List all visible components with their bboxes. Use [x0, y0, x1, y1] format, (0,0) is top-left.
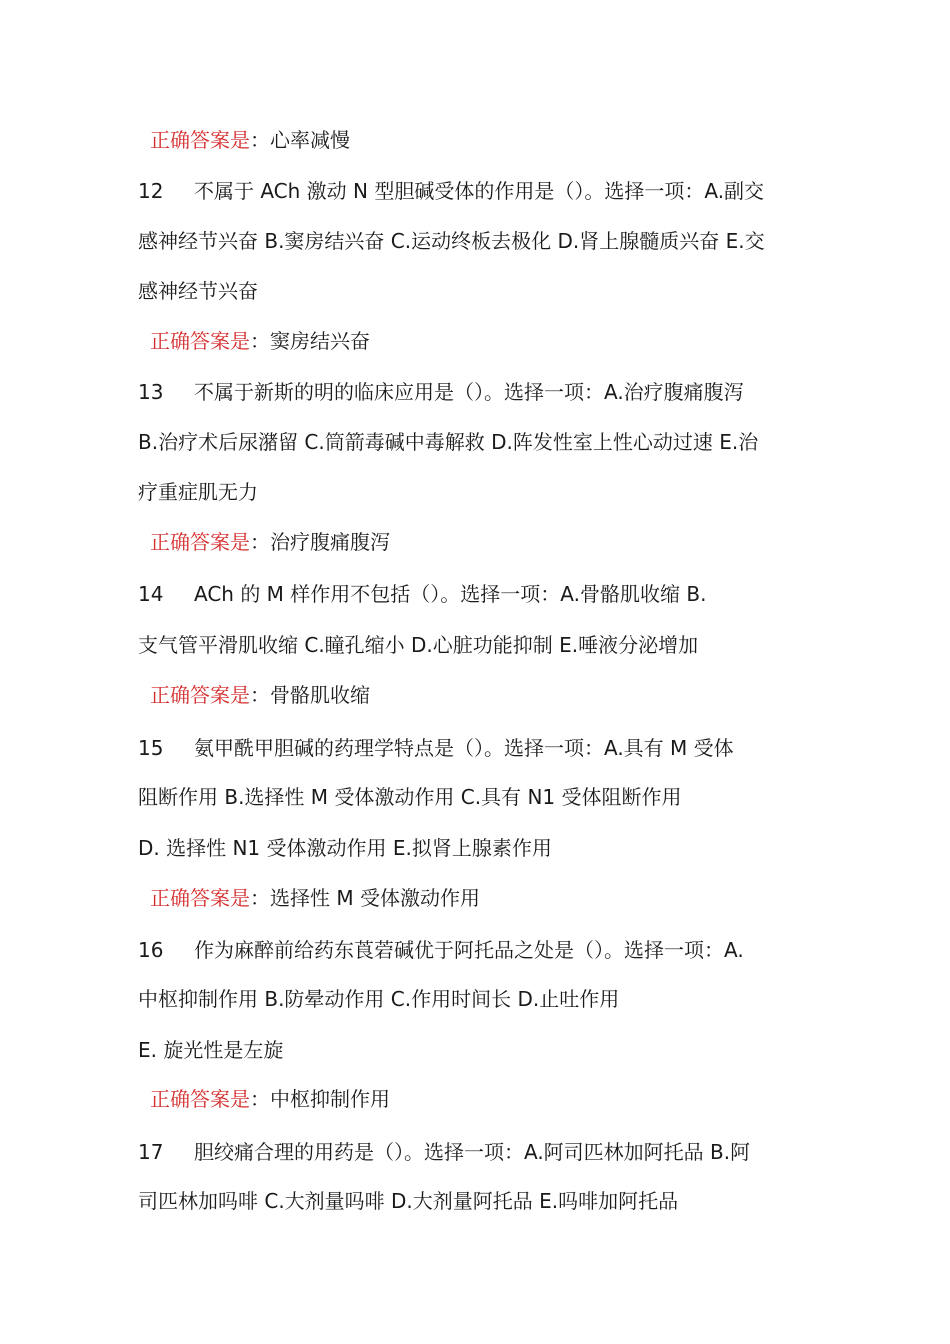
question-text: 疗重症肌无力: [138, 480, 258, 504]
question-text: 中枢抑制作用 B.防晕动作用 C.作用时间长 D.止吐作用: [138, 987, 620, 1011]
answer-colon: ：: [250, 886, 270, 910]
answer-label: 正确答案是: [150, 329, 250, 353]
answer-value: 治疗腹痛腹泻: [270, 530, 390, 554]
question-text: 胆绞痛合理的用药是（）。选择一项：A.阿司匹林加阿托品 B.阿: [194, 1140, 751, 1164]
answer-value: 中枢抑制作用: [270, 1087, 390, 1111]
answer-label: 正确答案是: [150, 128, 250, 152]
answer-label: 正确答案是: [150, 683, 250, 707]
answer-line: [150, 529, 390, 555]
question-text: 不属于新斯的明的临床应用是（）。选择一项：A.治疗腹痛腹泻: [194, 380, 744, 404]
question-number: 13: [138, 380, 164, 404]
answer-line: [150, 885, 480, 911]
answer-line: [150, 682, 370, 708]
question-text: ACh 的 M 样作用不包括（）。选择一项：A.骨骼肌收缩 B.: [194, 582, 707, 606]
answer-label: 正确答案是: [150, 886, 250, 910]
question-text: 司匹林加吗啡 C.大剂量吗啡 D.大剂量阿托品 E.吗啡加阿托品: [138, 1189, 679, 1213]
question-number: 16: [138, 938, 164, 962]
answer-line: [150, 1086, 390, 1112]
question-number: 17: [138, 1140, 164, 1164]
question-number: 12: [138, 179, 164, 203]
question-text: 氨甲酰甲胆碱的药理学特点是（）。选择一项：A.具有 M 受体: [194, 736, 734, 760]
question-text: 感神经节兴奋: [138, 279, 258, 303]
question-line: [138, 937, 744, 963]
question-line: [138, 1139, 750, 1165]
question-text: 不属于 ACh 激动 N 型胆碱受体的作用是（）。选择一项：A.副交: [194, 179, 765, 203]
question-number: 15: [138, 736, 164, 760]
answer-label: 正确答案是: [150, 1087, 250, 1111]
answer-label: 正确答案是: [150, 530, 250, 554]
answer-colon: ：: [250, 128, 270, 152]
answer-colon: ：: [250, 1087, 270, 1111]
question-text: 阻断作用 B.选择性 M 受体激动作用 C.具有 N1 受体阻断作用: [138, 785, 682, 809]
question-line: [138, 735, 734, 761]
question-number: 14: [138, 582, 164, 606]
question-text: E. 旋光性是左旋: [138, 1038, 284, 1062]
answer-line: [150, 127, 350, 153]
question-line: [138, 379, 744, 405]
question-line: [138, 178, 764, 204]
answer-value: 骨骼肌收缩: [270, 683, 370, 707]
question-text: B.治疗术后尿潴留 C.筒箭毒碱中毒解救 D.阵发性室上性心动过速 E.治: [138, 430, 759, 454]
question-text: 作为麻醉前给药东莨菪碱优于阿托品之处是（）。选择一项：A.: [194, 938, 744, 962]
answer-value: 选择性 M 受体激动作用: [270, 886, 480, 910]
answer-colon: ：: [250, 329, 270, 353]
answer-colon: ：: [250, 530, 270, 554]
answer-line: [150, 328, 370, 354]
answer-value: 心率减慢: [270, 128, 350, 152]
question-text: D. 选择性 N1 受体激动作用 E.拟肾上腺素作用: [138, 836, 552, 860]
answer-value: 窦房结兴奋: [270, 329, 370, 353]
question-line: [138, 581, 706, 607]
question-text: 支气管平滑肌收缩 C.瞳孔缩小 D.心脏功能抑制 E.唾液分泌增加: [138, 633, 699, 657]
answer-colon: ：: [250, 683, 270, 707]
question-text: 感神经节兴奋 B.窦房结兴奋 C.运动终板去极化 D.肾上腺髓质兴奋 E.交: [138, 229, 765, 253]
